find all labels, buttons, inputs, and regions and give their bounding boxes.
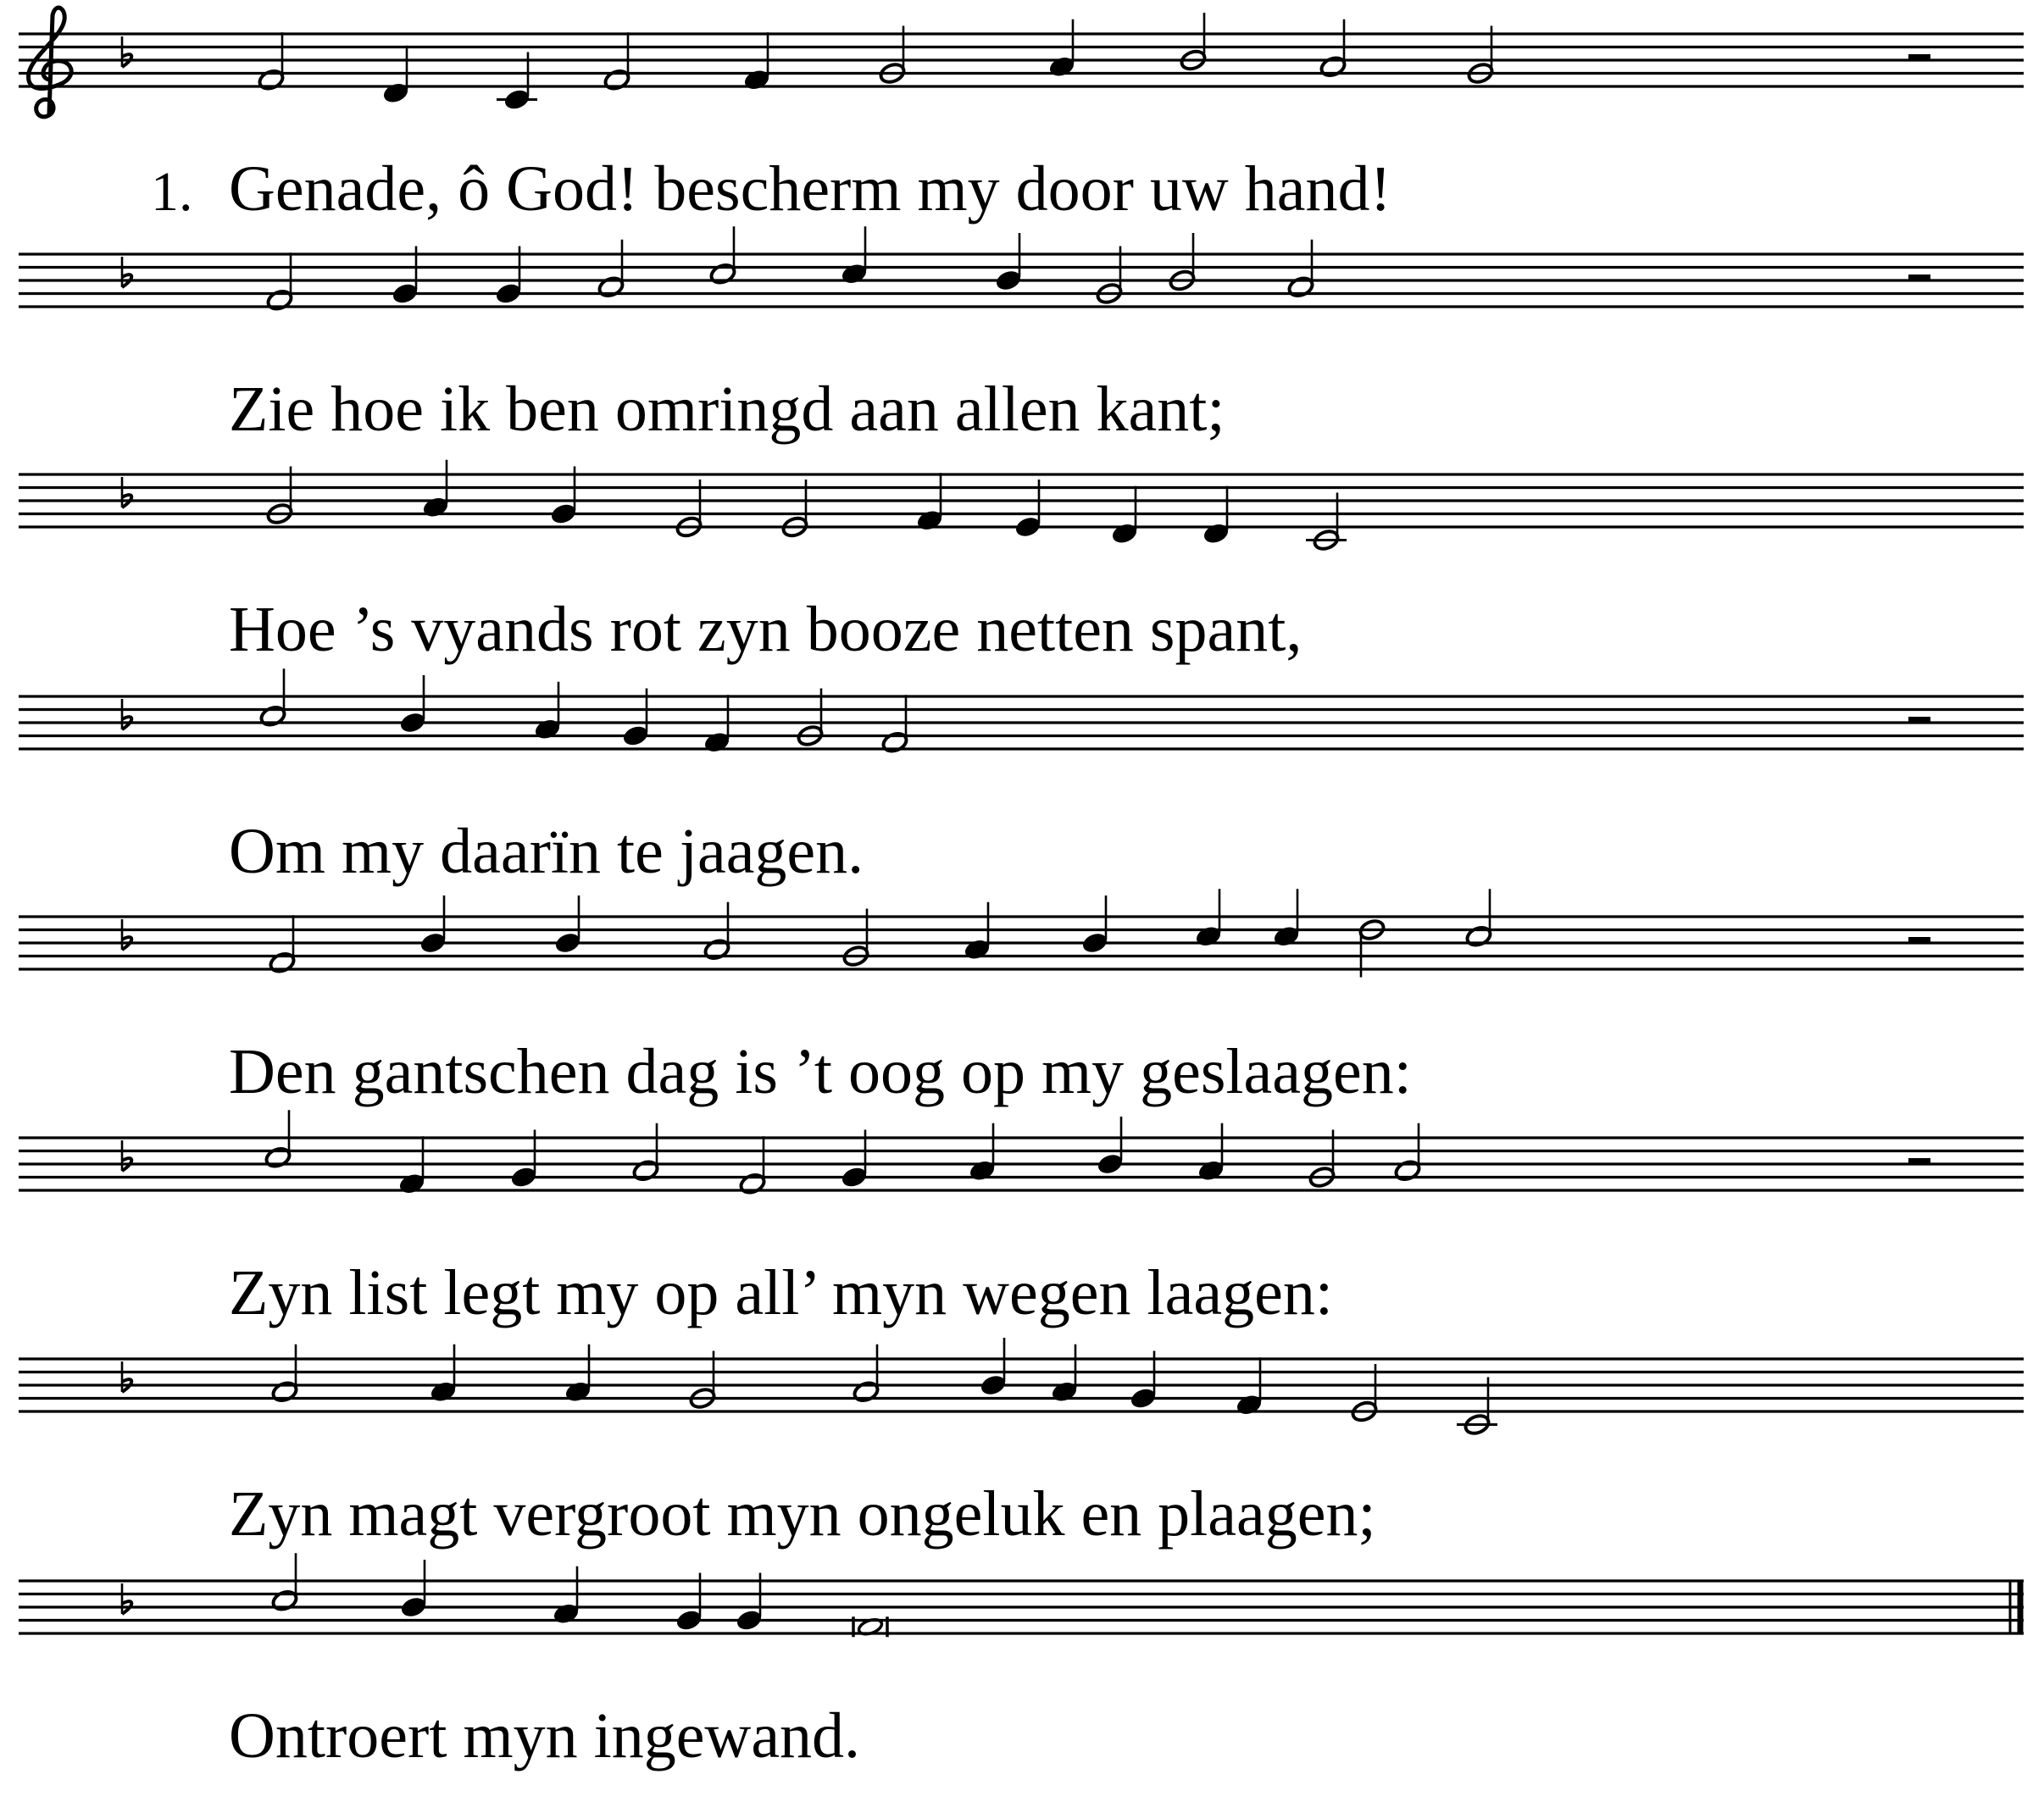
note xyxy=(564,1345,592,1404)
lyric-line: Zyn list legt my op all’ myn wegen laagen: xyxy=(229,1257,1333,1328)
note xyxy=(264,1110,292,1169)
note xyxy=(1319,19,1347,79)
flat-icon xyxy=(122,1361,131,1392)
note xyxy=(1096,1117,1124,1176)
note xyxy=(963,902,991,962)
note xyxy=(1047,19,1075,79)
staff-system xyxy=(19,8,2024,225)
staff-system xyxy=(19,889,2024,1107)
note xyxy=(1235,1357,1263,1417)
note xyxy=(1110,486,1138,546)
note xyxy=(1286,240,1314,299)
note xyxy=(603,32,630,91)
note xyxy=(1272,889,1300,948)
lyric-line: Zie hoe ik ben omringd aan allen kant; xyxy=(229,374,1225,445)
note xyxy=(399,1560,427,1619)
note xyxy=(703,902,730,962)
half-rest-icon xyxy=(1908,937,1930,944)
note xyxy=(421,460,449,519)
note xyxy=(631,1123,659,1183)
staff-system xyxy=(19,1338,2024,1550)
note xyxy=(880,695,908,754)
note xyxy=(968,1123,996,1183)
flat-icon xyxy=(122,477,131,507)
note xyxy=(1202,486,1230,546)
note xyxy=(552,1566,580,1626)
note xyxy=(742,32,770,91)
note xyxy=(1080,895,1108,955)
note xyxy=(265,252,293,312)
note xyxy=(429,1345,457,1404)
lyric-line: Zyn magt vergroot myn ongeluk en plaagen; xyxy=(229,1478,1376,1550)
note xyxy=(1464,889,1492,948)
note xyxy=(533,682,561,741)
note xyxy=(419,895,447,955)
note xyxy=(979,1338,1007,1397)
half-rest-icon xyxy=(1908,1158,1930,1165)
treble-clef-icon xyxy=(29,8,72,117)
note xyxy=(1168,233,1196,292)
note xyxy=(1194,889,1222,948)
note xyxy=(1393,1123,1421,1183)
verse-number: 1. xyxy=(151,161,193,223)
note xyxy=(257,32,285,91)
note xyxy=(738,1136,766,1195)
half-rest-icon xyxy=(1908,54,1930,61)
flat-icon xyxy=(122,36,131,67)
lyric-line: Hoe ’s vyands rot zyn booze netten spant, xyxy=(229,594,1302,665)
flat-icon xyxy=(122,699,131,729)
flat-icon xyxy=(122,257,131,287)
lyric-line: Den gantschen dag is ’t oog op my geslaagen: xyxy=(229,1036,1412,1107)
note xyxy=(840,226,868,286)
note xyxy=(708,226,736,286)
staff-system xyxy=(19,1553,2024,1772)
note xyxy=(597,240,625,299)
note xyxy=(703,695,730,754)
lyric-line: Om my daarïn te jaagen. xyxy=(229,816,864,887)
note xyxy=(915,473,943,532)
flat-icon xyxy=(122,1583,131,1614)
staff-system xyxy=(19,460,2024,665)
note xyxy=(398,675,426,735)
note xyxy=(381,46,409,105)
lyric-line: Genade, ô God! bescherm my door uw hand! xyxy=(229,153,1391,225)
note xyxy=(258,668,286,728)
note xyxy=(1197,1123,1225,1183)
note xyxy=(994,233,1022,292)
note xyxy=(553,895,581,955)
note xyxy=(1050,1345,1078,1404)
note xyxy=(852,1345,880,1404)
half-rest-icon xyxy=(1908,717,1930,724)
staff-system xyxy=(19,668,2024,887)
flat-icon xyxy=(122,1140,131,1171)
note xyxy=(270,1553,298,1612)
staff-system xyxy=(19,226,2024,445)
half-rest-icon xyxy=(1908,274,1930,281)
staff-system xyxy=(19,1110,2024,1328)
note xyxy=(270,1345,298,1404)
note xyxy=(397,1136,425,1195)
note xyxy=(1179,13,1207,72)
flat-icon xyxy=(122,919,131,950)
note xyxy=(268,915,296,974)
lyric-line: Ontroert myn ingewand. xyxy=(229,1700,861,1772)
